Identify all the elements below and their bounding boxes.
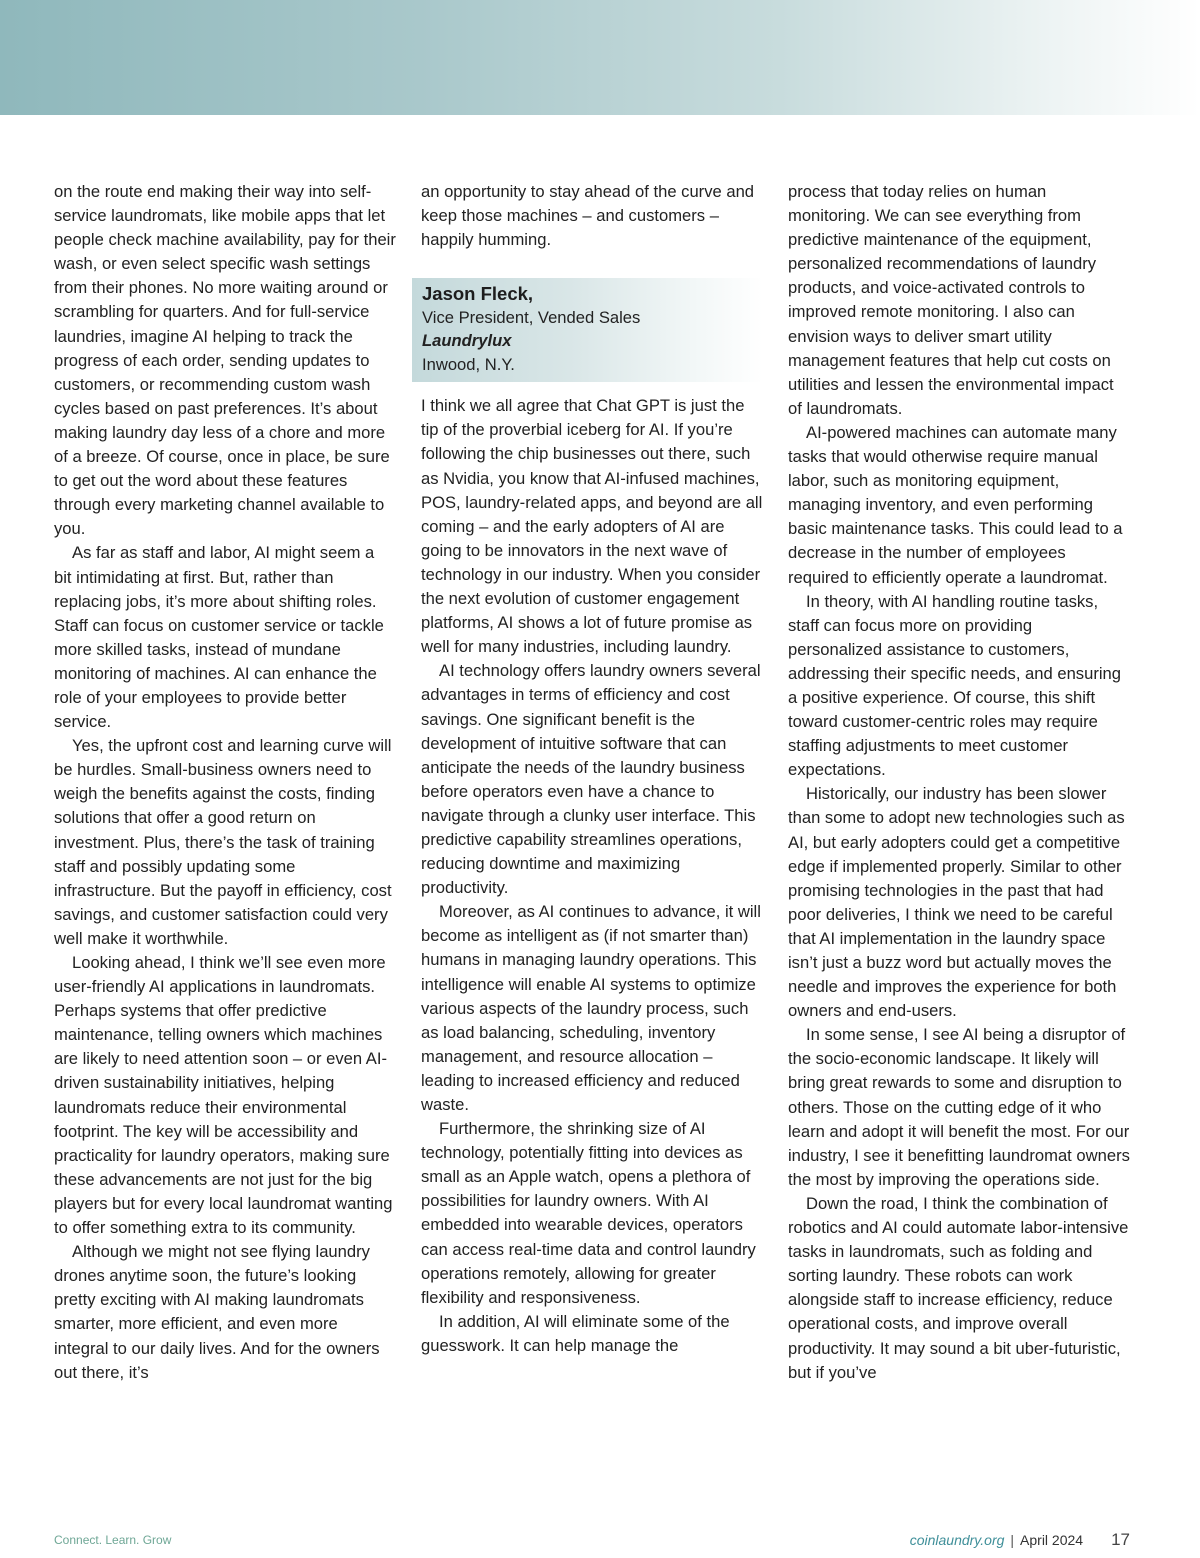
article-column-2 bbox=[421, 180, 763, 1358]
footer-tagline: Connect. Learn. Grow bbox=[54, 1533, 172, 1547]
contributor-title: Vice President, Vended Sales bbox=[422, 307, 641, 327]
paragraph: In addition, AI will eliminate some of the guesswork. It can help manage the bbox=[421, 1311, 730, 1355]
paragraph: Down the road, I think the combination of robotics and AI could automate labor-intensive tasks in laundromats, such as folding and sorting laundry. These robots can work alongside staff to increase efficiency, reduce operational costs, and improve overall productivity. It may sound a bit uber-futuristic, but if you’ve bbox=[788, 1193, 1129, 1382]
article-column-3 bbox=[788, 180, 1130, 1385]
paragraph: In theory, with AI handling routine tasks, staff can focus more on providing personalized assistance to customers, addressing their specific needs, and ensuring a positive experience. Of course, this shift toward customer-centric roles may require staffing adjustments to meet customer expectations. bbox=[788, 591, 1122, 780]
header-banner bbox=[0, 0, 1200, 115]
footer-info bbox=[910, 1530, 1130, 1550]
footer-separator: | bbox=[1010, 1532, 1015, 1548]
paragraph: an opportunity to stay ahead of the curve and keep those machines – and customers – happily humming. bbox=[421, 182, 755, 250]
paragraph: Furthermore, the shrinking size of AI technology, potentially fitting into devices as small as an Apple watch, opens a plethora of possibilities for laundry owners. With AI embedded into wearable devices, operators can access real-time data and control laundry operations remotely, allowing for greater flexibility and responsiveness. bbox=[421, 1119, 756, 1307]
paragraph: As far as staff and labor, AI might seem a bit intimidating at first. But, rather than replacing jobs, it’s more about shifting roles. Staff can focus on customer service or tackle more skilled tasks, instead of mundane monitoring of machines. AI can enhance the role of your employees to provide better service. bbox=[54, 543, 384, 732]
contributor-company: Laundrylux bbox=[422, 331, 512, 351]
paragraph: AI-powered machines can automate many tasks that would otherwise require manual labor, such as monitoring equipment, managing inventory, and even performing basic maintenance tasks. This could lead to a decrease in the number of employees required to efficiently operate a laundromat. bbox=[788, 422, 1123, 587]
paragraph: Moreover, as AI continues to advance, it will become as intelligent as (if not smarter than) humans in managing laundry operations. This intelligence will enable AI systems to optimize various aspects of the laundry process, such as load balancing, scheduling, inventory management, and resource allocation – leading to increased efficiency and reduced waste. bbox=[421, 902, 761, 1114]
paragraph: Looking ahead, I think we’ll see even more user-friendly AI applications in laundromats. Perhaps systems that offer predictive maintenance, telling owners which machines are likely to need attention soon – or even AI-driven sustainability initiatives, helping laundromats reduce their environmental footprint. The key will be accessibility and practicality for laundry operators, making sure these advancements are not just for the big players but for every local laundromat wanting to offer something extra to its community. bbox=[54, 953, 393, 1238]
contributor-byline bbox=[412, 278, 763, 382]
paragraph: In some sense, I see AI being a disruptor of the socio-economic landscape. It likely will bring great rewards to some and disruption to others. Those on the cutting edge of it who learn and adopt it will benefit the most. For our industry, I see it benefitting laundromat owners the most by improving the operations side. bbox=[788, 1025, 1130, 1189]
article-column-1 bbox=[54, 180, 396, 1385]
paragraph: process that today relies on human monitoring. We can see everything from predictive maintenance of the equipment, personalized recommendations of laundry products, and voice-activated controls to improved remote monitoring. I also can envision ways to deliver smart utility management features that help cut costs on utilities and lessen the environmental impact of laundromats. bbox=[788, 182, 1114, 418]
paragraph: on the route end making their way into self-service laundromats, like mobile apps that let people check machine availability, pay for their wash, or even select specific wash settings from their phones. No more waiting around or scrambling for quarters. And for full-service laundries, imagine AI helping to track the progress of each order, sending updates to customers, or recommending custom wash cycles based on past preferences. It’s about making laundry day less of a chore and more of a breeze. Of course, once in place, be sure to get out the word about these features through every marketing channel available to you. bbox=[54, 182, 396, 539]
paragraph: Yes, the upfront cost and learning curve will be hurdles. Small-business owners need to weigh the benefits against the costs, finding solutions that offer a good return on investment. Plus, there’s the task of training staff and possibly updating some infrastructure. But the payoff in efficiency, cost savings, and customer satisfaction could very well make it worthwhile. bbox=[54, 736, 392, 948]
paragraph: I think we all agree that Chat GPT is just the tip of the proverbial iceberg for AI. If you’re following the chip businesses out there, such as Nvidia, you know that AI-infused machines, POS, laundry-related apps, and beyond are all coming – and the early adopters of AI are going to be innovators in the next wave of technology in our industry. When you consider the next evolution of customer engagement platforms, AI shows a lot of future promise as well for many industries, including laundry. bbox=[421, 396, 763, 657]
contributor-location: Inwood, N.Y. bbox=[422, 354, 515, 374]
footer-website-link[interactable]: coinlaundry.org bbox=[909, 1532, 1005, 1548]
contributor-name: Jason Fleck, bbox=[422, 283, 534, 305]
paragraph: AI technology offers laundry owners several advantages in terms of efficiency and cost savings. One significant benefit is the development of intuitive software that can anticipate the needs of the laundry business before operators even have a chance to navigate through a clunky user interface. This predictive capability streamlines operations, reducing downtime and maximizing productivity. bbox=[421, 661, 761, 898]
paragraph: Historically, our industry has been slower than some to adopt new technologies such as AI, but early adopters could get a competitive edge if implemented properly. Similar to other promising technologies in the past that had poor deliveries, I think we need to be careful that AI implementation in the laundry space isn’t just a buzz word but actually moves the needle and improves the experience for both owners and end-users. bbox=[788, 784, 1125, 1021]
paragraph: Although we might not see flying laundry drones anytime soon, the future’s looking pretty exciting with AI making laundromats smarter, more efficient, and even more integral to our daily lives. And for the owners out there, it’s bbox=[54, 1242, 380, 1382]
footer-date: April 2024 bbox=[1020, 1532, 1084, 1548]
page-number: 17 bbox=[1111, 1530, 1130, 1549]
